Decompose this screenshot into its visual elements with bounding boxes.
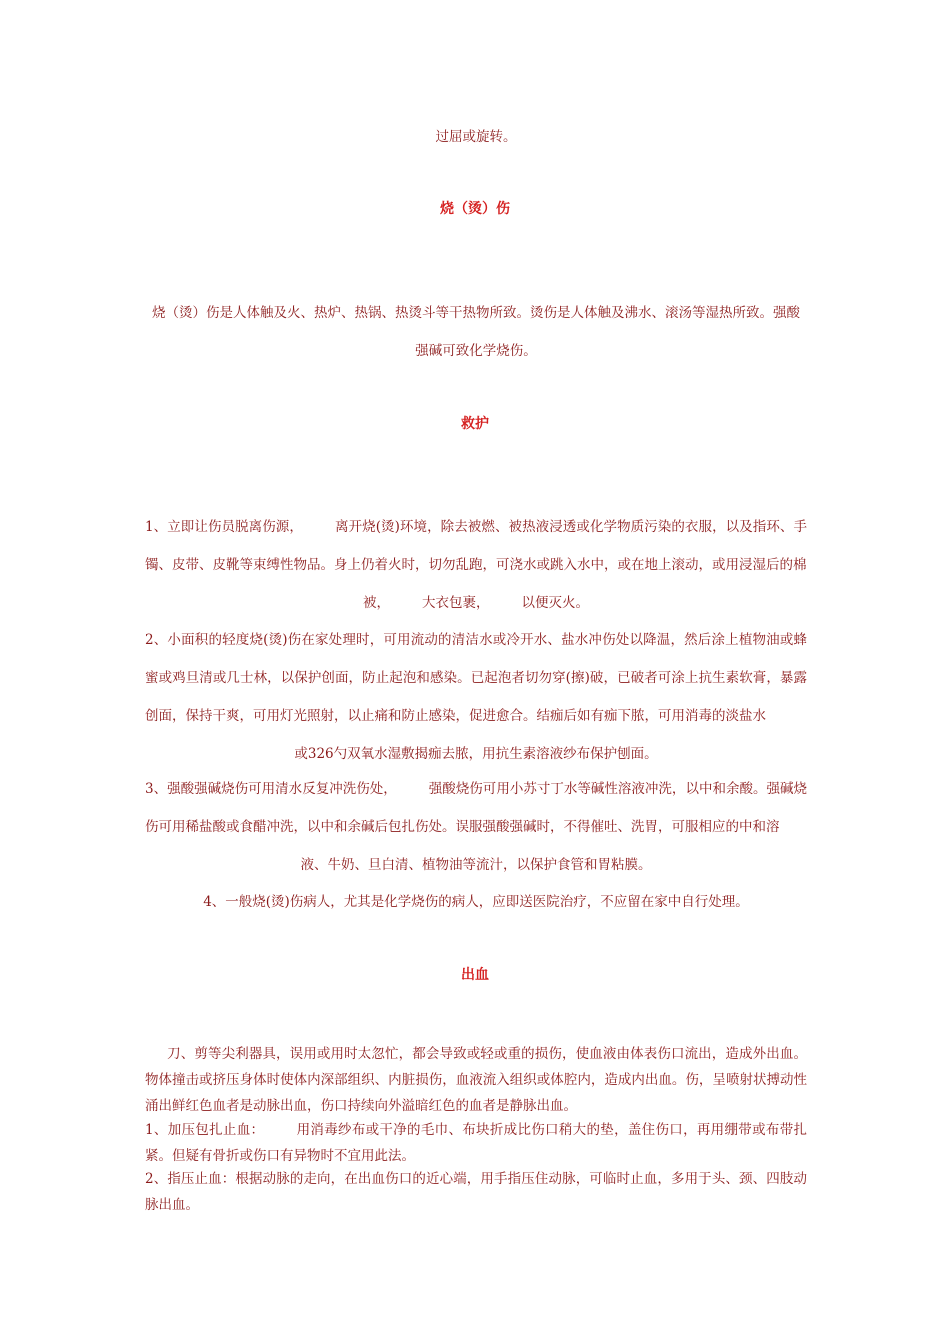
rescue-heading: 救护 <box>461 416 489 432</box>
rescue-item-1-body: 离开烧(烫)环境，除去被燃、被热液浸透或化学物质污染的衣服，以及指环、手镯、皮带、皮靴等束缚性物品。身上仍着火时，切勿乱跑，可浇水或跳入水中，或在地上滚动，或用浸湿后的棉 <box>145 519 807 573</box>
rescue-item-1-tail-b: 大衣包裹， <box>422 595 490 611</box>
bleeding-description <box>145 1041 807 1119</box>
bleeding-heading: 出血 <box>461 967 489 983</box>
rescue-item-2 <box>145 621 807 773</box>
rescue-item-2-body: 2、小面积的轻度烧(烫)伤在家处理时，可用流动的清洁水或冷开水、盐水冲伤处以降温，然后涂上植物油或蜂蜜或鸡旦清或几士林，以保护创面，防止起泡和感染。已起泡者切勿穿(擦)破，已破者可涂上抗生素软膏，暴露创面，保持干爽，可用灯光照射，以止痛和防止感染，促进愈合。结痂后如有痂下脓，可用消毒的淡盐水 <box>145 632 807 724</box>
rescue-item-1-tail-a: 被， <box>363 595 390 611</box>
rescue-item-4: 4、一般烧(烫)伤病人，尤其是化学烧伤的病人，应即送医院治疗，不应留在家中自行处理。 <box>203 894 749 910</box>
rescue-item-1-lead: 1、立即让伤员脱离伤源， <box>145 519 303 535</box>
rescue-item-3-body: 强酸烧伤可用小苏寸丁水等碱性溶液冲洗，以中和余酸。强碱烧伤可用稀盐酸或食醋冲洗，以中和余碱后包扎伤处。误服强酸强碱时，不得催吐、洗胃，可服相应的中和溶 <box>145 781 808 835</box>
rescue-item-3-tail: 液、牛奶、旦白清、植物油等流汁，以保护食管和胃粘膜。 <box>300 857 652 873</box>
bleeding-description-text: 刀、剪等尖利器具，误用或用时太忽忙，都会导致或轻或重的损伤，使血液由体表伤口流出，造成外出血。物体撞击或挤压身体时使体内深部组织、内脏损伤，血液流入组织或体腔内，造成内出血。伤，呈喷射状搏动性涌出鲜红色血者是动脉出血，伤口持续向外溢暗红色的血者是静脉出血。 <box>145 1046 807 1114</box>
rescue-item-3-lead: 3、强酸强碱烧伤可用清水反复冲洗伤处， <box>145 781 397 797</box>
burn-description-line1: 烧（烫）伤是人体触及火、热炉、热锅、热烫斗等干热物所致。烫伤是人体触及沸水、滚汤等湿热所致。强酸 <box>152 305 800 321</box>
burn-description-line2: 强碱可致化学烧伤。 <box>415 343 537 359</box>
rescue-item-3 <box>145 770 807 884</box>
bleeding-item-1-body: 用消毒纱布或干净的毛巾、布块折成比伤口稍大的垫，盖住伤口，再用绷带或布带扎紧。但疑有骨折或伤口有异物时不宜用此法。 <box>145 1122 807 1164</box>
bleeding-item-2: 2、指压止血：根据动脉的走向，在出血伤口的近心端，用手指压住动脉，可临时止血，多用于头、颈、四肢动脉出血。 <box>145 1171 807 1213</box>
intro-tail-text: 过屈或旋转。 <box>435 129 517 145</box>
rescue-item-1-tail-c: 以便灭火。 <box>521 595 589 611</box>
rescue-item-2-tail: 或326勺双氧水湿敷揭痂去脓，用抗生素溶液纱布保护刨面。 <box>294 746 658 762</box>
bleeding-item-1 <box>145 1117 807 1169</box>
rescue-item-1 <box>145 508 807 622</box>
rescue-item-1-tail <box>145 584 807 622</box>
burn-heading: 烧（烫）伤 <box>440 201 510 217</box>
bleeding-item-1-lead: 1、加压包扎止血： <box>145 1122 265 1138</box>
burn-description <box>145 294 807 370</box>
